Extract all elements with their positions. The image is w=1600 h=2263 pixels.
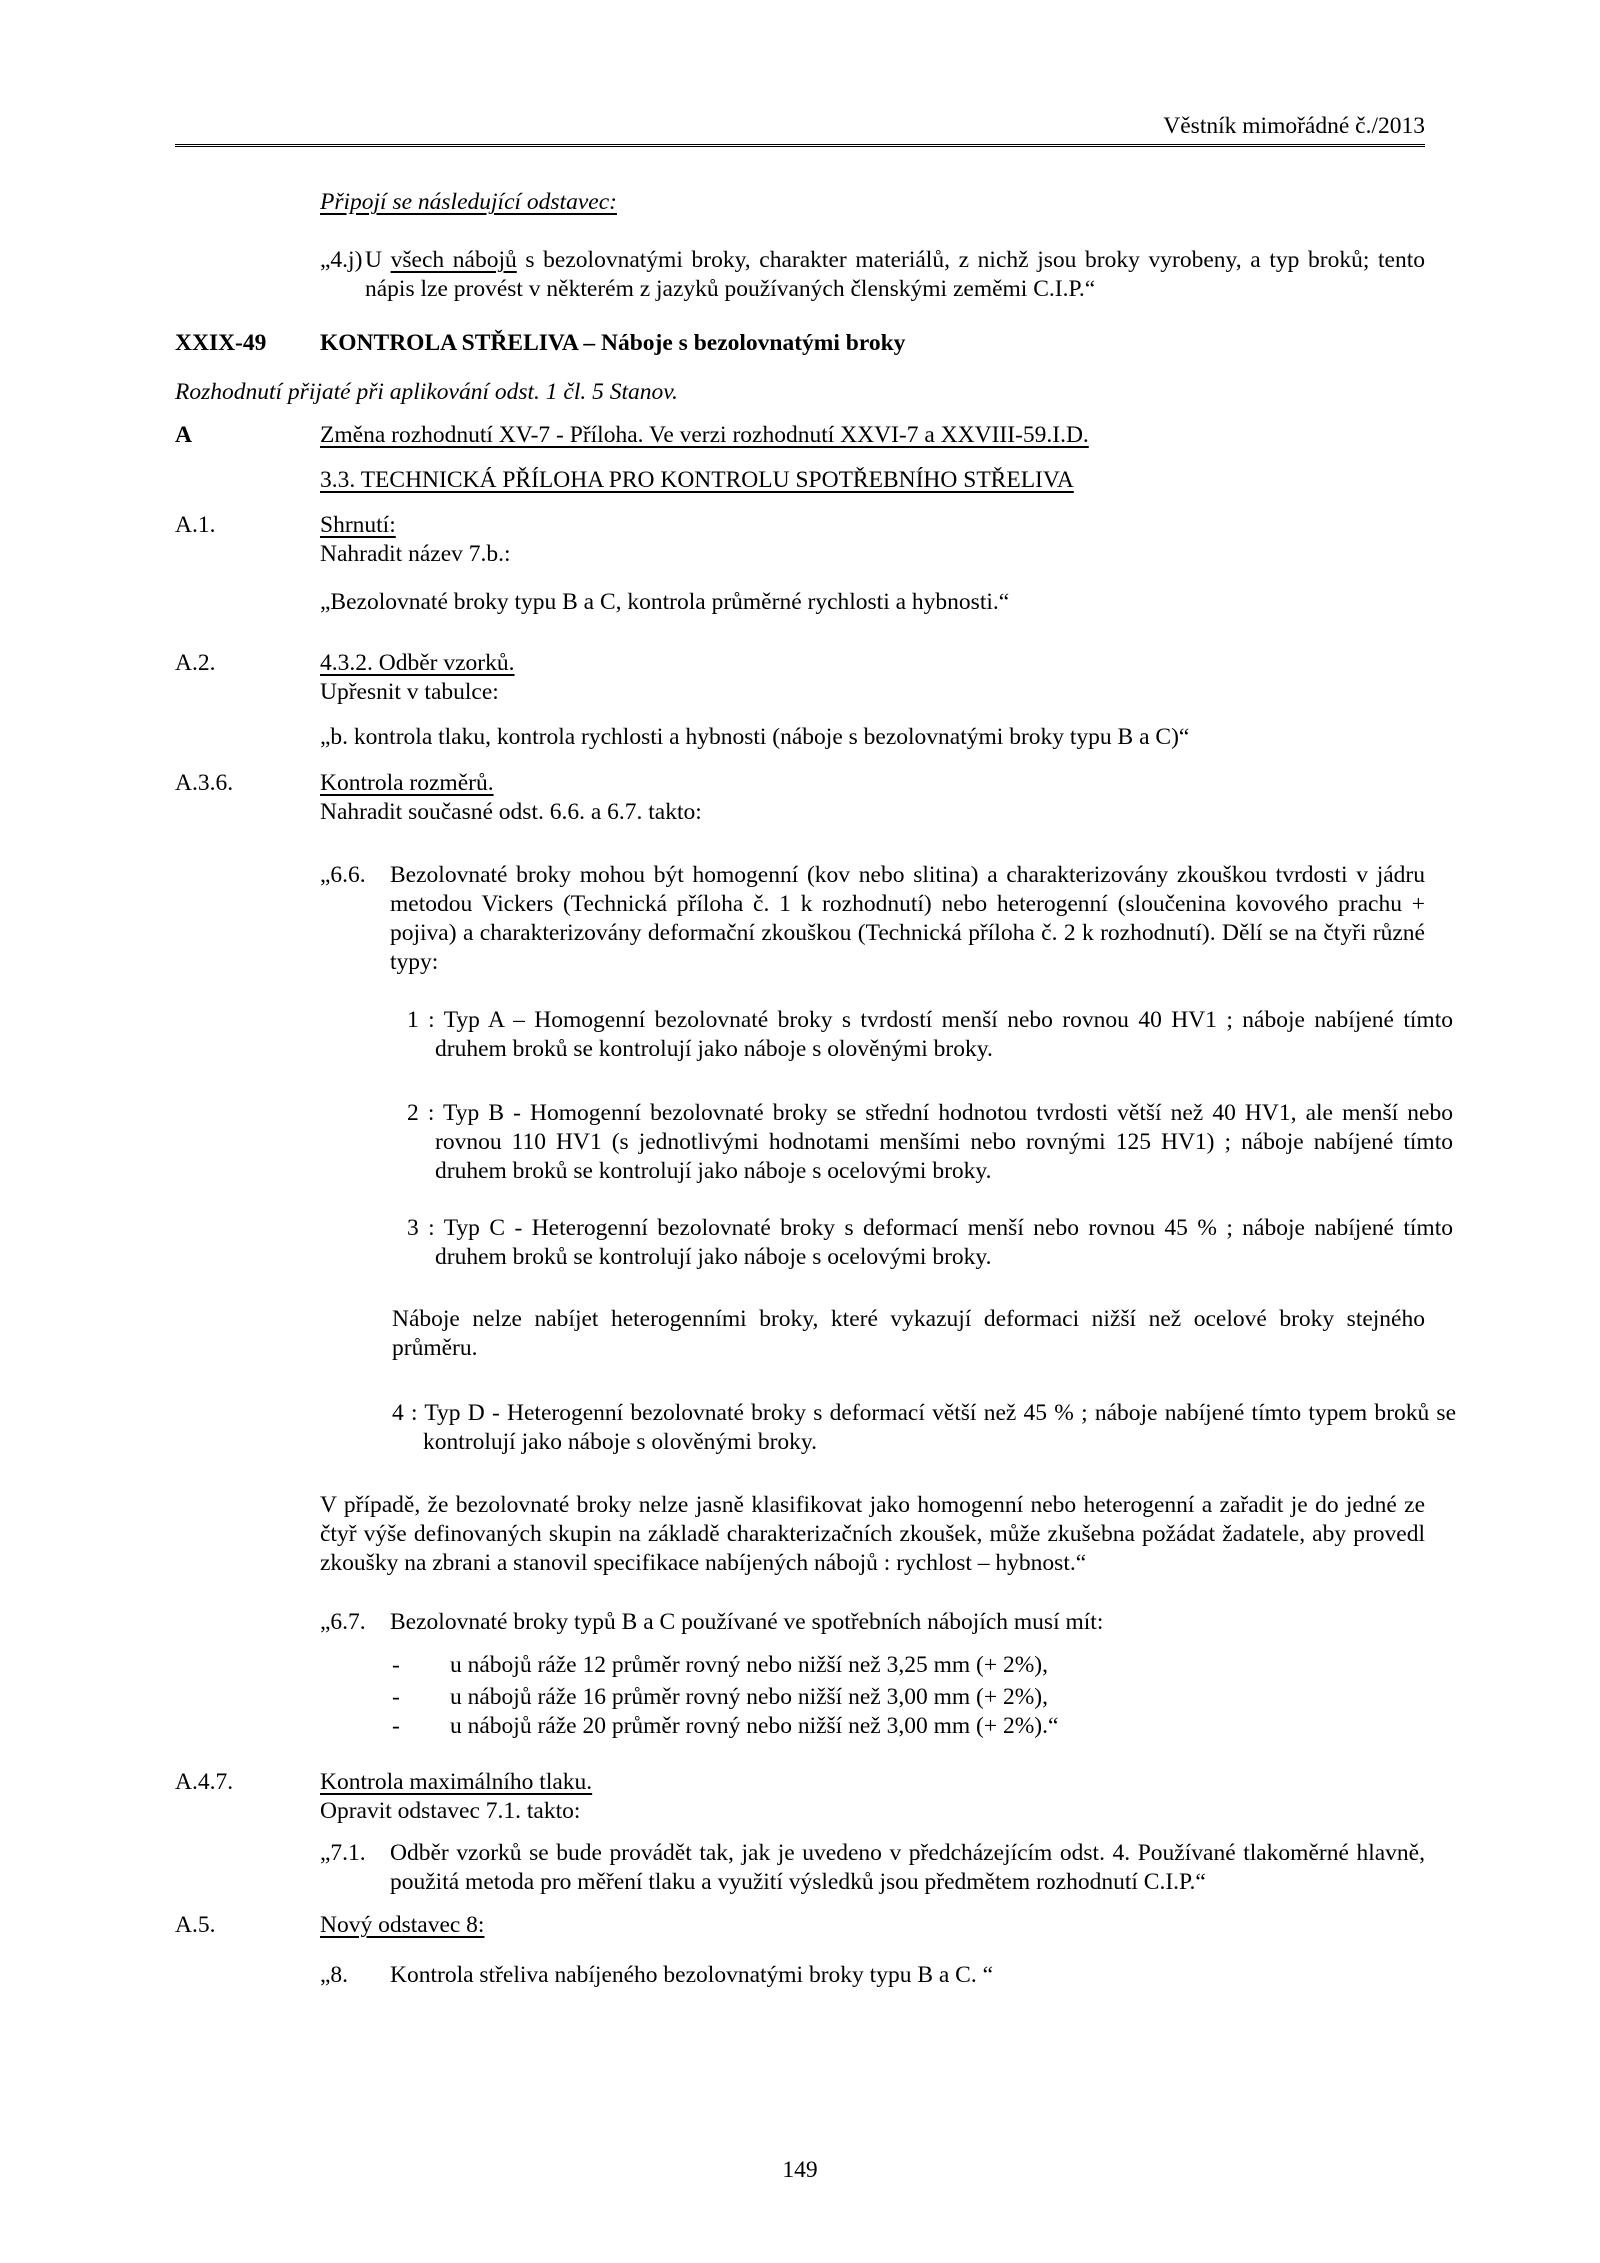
row-a36-content: [320, 769, 1425, 827]
paragraph-4j-post: s bezolovnatými broky, charakter materiálů, z nichž jsou broky vyrobeny, a typ broků; tento nápis lze provést v některém z jazyků používaných členskými zeměmi C.I.P.“: [365, 247, 1426, 302]
paragraph-no-mix: Náboje nelze nabíjet heterogenními broky, které vykazují deformaci nižší než ocelové broky stejného průměru.: [392, 1306, 1425, 1361]
row-a-label: A: [175, 422, 192, 448]
paragraph-66-marker: „6.6.: [320, 862, 366, 888]
row-a47-label: A.4.7.: [175, 1769, 234, 1795]
calibre-item-12-text: u nábojů ráže 12 průměr rovný nebo nižší než 3,25 mm (+ 2%),: [450, 1652, 1048, 1678]
type-c-item: 3 : Typ C - Heterogenní bezolovnaté broky s deformací menší nebo rovnou 45 % ; náboje nabíjené tímto druhem broků se kontrolují jako náboje s ocelovými broky.: [407, 1215, 1453, 1270]
calibre-item-20-dash: -: [392, 1713, 400, 1739]
paragraph-66-text: Bezolovnaté broky mohou být homogenní (kov nebo slitina) a charakterizovány zkouškou tvrdosti v jádru metodou Vickers (Technická příloha č. 1 k rozhodnutí) nebo heterogenní (sloučenina kovového prachu + pojiva) a charakterizovány deformační zkouškou (Technická příloha č. 2 k rozhodnutí). Dělí se na čtyři různé typy:: [390, 862, 1425, 975]
technical-annex-title: 3.3. TECHNICKÁ PŘÍLOHA PRO KONTROLU SPOTŘEBNÍHO STŘELIVA: [320, 467, 1074, 493]
row-a-change-line: Změna rozhodnutí XV-7 - Příloha. Ve verzi rozhodnutí XXVI-7 a XXVIII-59.I.D.: [320, 422, 1089, 448]
type-b-item: 2 : Typ B - Homogenní bezolovnaté broky se střední hodnotou tvrdosti větší než 40 HV1, ale menší nebo rovnou 110 HV1 (s jednotlivými hodnotami menšími nebo rovnými 125 HV1) ; náboje nabíjené tímto druhem broků se kontrolují jako náboje s ocelovými broky.: [407, 1100, 1453, 1184]
row-a36-instruction: Nahradit současné odst. 6.6. a 6.7. takto:: [320, 799, 702, 825]
quote-7b: „Bezolovnaté broky typu B a C, kontrola průměrné rychlosti a hybnosti.“: [320, 589, 1010, 615]
calibre-item-12: [392, 1651, 1425, 1680]
row-a5-heading: Nový odstavec 8:: [320, 1912, 485, 1938]
section-number: XXIX-49: [175, 330, 267, 356]
paragraph-67-text: Bezolovnaté broky typů B a C používané ve spotřebních nábojích musí mít:: [390, 1609, 1104, 1635]
quote-b: „b. kontrola tlaku, kontrola rychlosti a hybnosti (náboje s bezolovnatými broky typu B a C)“: [320, 724, 1190, 750]
paragraph-67-marker: „6.7.: [320, 1609, 366, 1635]
paragraph-8: [320, 1961, 1425, 1990]
paragraph-classification: V případě, že bezolovnaté broky nelze jasně klasifikovat jako homogenní nebo heterogenní a zařadit je do jedné ze čtyř výše definovaných skupin na základě charakterizačních zkoušek, může zkušebna požádat žadatele, aby provedl zkoušky na zbrani a stanovil specifikace nabíjených nábojů : rychlost – hybnost.“: [320, 1492, 1425, 1576]
decision-note: Rozhodnutí přijaté při aplikování odst. 1 čl. 5 Stanov.: [175, 379, 678, 405]
paragraph-71: [320, 1839, 1425, 1897]
header-rule: [175, 144, 1425, 147]
row-a47-heading: Kontrola maximálního tlaku.: [320, 1769, 593, 1795]
paragraph-4j-underlined: všech nábojů: [390, 247, 517, 273]
type-a-item: 1 : Typ A – Homogenní bezolovnaté broky s tvrdostí menší nebo rovnou 40 HV1 ; náboje nabíjené tímto druhem broků se kontrolují jako náboje s olověnými broky.: [407, 1007, 1453, 1062]
journal-header: Věstník mimořádné č./2013: [1163, 113, 1425, 139]
row-a1-heading: Shrnutí:: [320, 512, 396, 538]
type-d-item: 4 : Typ D - Heterogenní bezolovnaté broky s deformací větší než 45 % ; náboje nabíjené tímto typem broků se kontrolují jako náboje s olověnými broky.: [392, 1400, 1456, 1455]
paragraph-66: [320, 861, 1425, 977]
row-a2-heading: 4.3.2. Odběr vzorků.: [320, 650, 515, 676]
paragraph-4j: [320, 246, 1425, 304]
calibre-item-16-text: u nábojů ráže 16 průměr rovný nebo nižší než 3,00 mm (+ 2%),: [450, 1684, 1048, 1710]
row-a47-content: [320, 1768, 1425, 1826]
calibre-item-20: [392, 1712, 1425, 1741]
row-a36-label: A.3.6.: [175, 770, 234, 796]
row-a36-heading: Kontrola rozměrů.: [320, 770, 494, 796]
paragraph-71-marker: „7.1.: [320, 1840, 366, 1866]
calibre-item-12-dash: -: [392, 1652, 400, 1678]
row-a2-label: A.2.: [175, 650, 216, 676]
paragraph-8-marker: „8.: [320, 1962, 349, 1988]
section-title: KONTROLA STŘELIVA – Náboje s bezolovnatými broky: [320, 330, 906, 356]
page-number: 149: [782, 2157, 818, 2183]
calibre-item-16: [392, 1683, 1425, 1712]
paragraph-71-text: Odběr vzorků se bude provádět tak, jak je uvedeno v předcházejícím odst. 4. Používané tlakoměrné hlavně, použitá metoda pro měření tlaku a využití výsledků jsou předmětem rozhodnutí C.I.P.“: [390, 1840, 1425, 1895]
row-a5-label: A.5.: [175, 1912, 216, 1938]
row-a1-label: A.1.: [175, 512, 216, 538]
row-a2-instruction: Upřesnit v tabulce:: [320, 679, 499, 705]
row-a47-instruction: Opravit odstavec 7.1. takto:: [320, 1798, 581, 1824]
row-a2-content: [320, 649, 1425, 707]
row-a1-content: [320, 511, 1425, 569]
calibre-item-16-dash: -: [392, 1684, 400, 1710]
calibre-item-20-text: u nábojů ráže 20 průměr rovný nebo nižší než 3,00 mm (+ 2%).“: [450, 1713, 1059, 1739]
paragraph-4j-pre: U: [365, 247, 391, 273]
row-a1-instruction: Nahradit název 7.b.:: [320, 541, 511, 567]
paragraph-4j-marker: „4.j): [320, 247, 363, 273]
paragraph-67: [320, 1608, 1425, 1637]
lead-paragraph: Připojí se následující odstavec:: [320, 189, 617, 215]
paragraph-8-text: Kontrola střeliva nabíjeného bezolovnatými broky typu B a C. “: [390, 1962, 994, 1988]
